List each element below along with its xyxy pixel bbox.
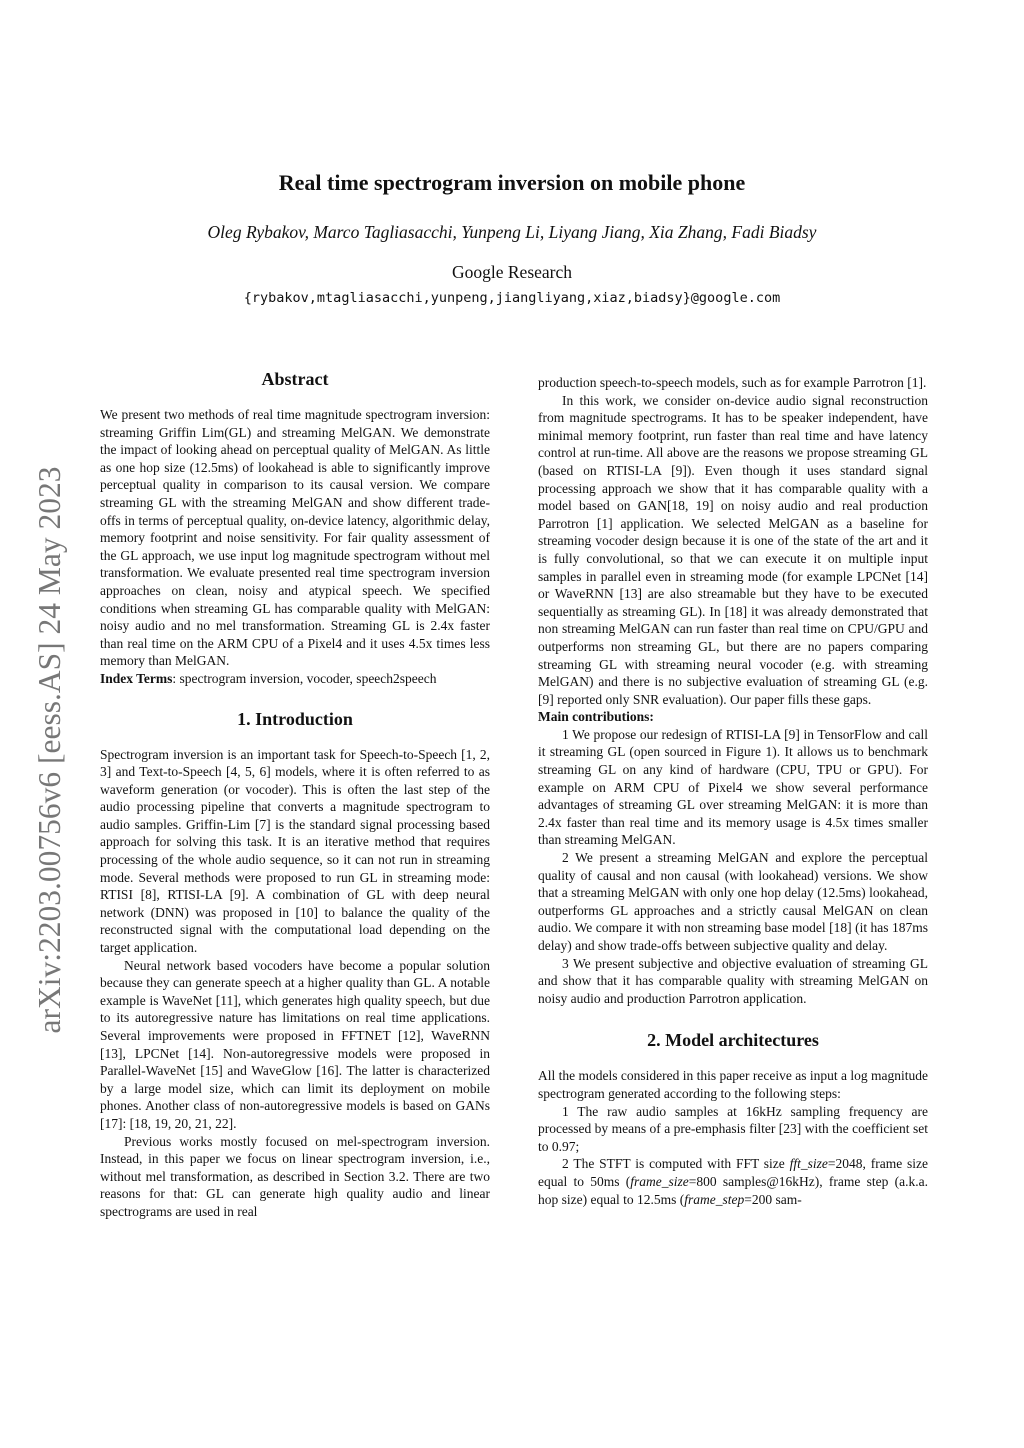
model-architectures-heading: 2. Model architectures: [647, 1030, 819, 1051]
contribution-2: 2 We present a streaming MelGAN and explore the perceptual quality of causal and non causal (with lookahead) versions. We show that a streaming MelGAN with only one hop delay (12.5ms) lookahead, outperforms GL approaches and a strictly causal MelGAN on clean audio. We compare it with non streaming base model [18] (it has 187ms delay) and show trade-offs between subjective quality and delay.: [538, 850, 928, 953]
abstract-heading: Abstract: [261, 369, 329, 389]
contributions-label: Main contributions:: [538, 709, 654, 725]
arxiv-stamp: [20, 430, 80, 1070]
author-list: Oleg Rybakov, Marco Tagliasacchi, Yunpeng Li, Liyang Jiang, Xia Zhang, Fadi Biadsy: [207, 222, 817, 242]
intro-paragraph-3: Previous works mostly focused on mel-spectrogram inversion. Instead, in this paper we focus on linear spectrogram inversion, i.e., without mel transformation, as described in Section 3.2. There are two reasons for that: GL can generate high quality audio and linear spectrograms are used in real: [100, 1133, 490, 1219]
author-emails: {rybakov,mtagliasacchi,yunpeng,jiangliyang,xiaz,biadsy}@google.com: [243, 290, 781, 306]
index-terms-label: Index Terms: [100, 670, 173, 686]
contribution-1: 1 We propose our redesign of RTISI-LA [9] in TensorFlow and call it streaming GL (open sourced in Figure 1). It allows us to benchmark streaming GL on any kind of hardware (CPU, TPU or GPU). For example on ARM CPU of Pixel4 we show several performance advantages of streaming GL over streaming MelGAN: it is more than 2.4x faster than real time and its memory usage is 4.5x times smaller than streaming MelGAN.: [538, 726, 928, 848]
frame-step-term: frame_step: [684, 1191, 745, 1207]
step-2-part-a: 2 The STFT is computed with FFT size: [562, 1156, 790, 1172]
right-column: [538, 374, 928, 1208]
contribution-3: 3 We present subjective and objective evaluation of streaming GL and show that it has comparable quality with streaming MelGAN on noisy audio and production Parrotron application.: [538, 955, 928, 1006]
models-step-1: 1 The raw audio samples at 16kHz sampling frequency are processed by means of a pre-emphasis filter [23] with the coefficient set to 0.97;: [538, 1103, 928, 1154]
models-step-2: [538, 1155, 928, 1208]
introduction-heading: 1. Introduction: [237, 708, 353, 729]
intro-paragraph-1: Spectrogram inversion is an important task for Speech-to-Speech [1, 2, 3] and Text-to-Speech [4, 5, 6] models, where it is often referred to as waveform generation (or vocoder). This is often the last step of the audio processing pipeline that converts a magnitude spectrogram to audio samples. Griffin-Lim [7] is the standard signal processing based approach for solving this task. It is an iterative method that requires processing of the whole audio sequence, so it can not run in streaming mode. Several methods were proposed to run GL in streaming mode: RTISI [8], RTISI-LA [9]. A combination of GL with deep neural network (DNN) was proposed in [10] to balance the quality of the reconstructed signal with the computational load depending on the target application.: [100, 746, 490, 956]
intro-paragraph-4: production speech-to-speech models, such as for example Parrotron [1].: [538, 375, 927, 390]
step-2-part-d: =200 sam-: [744, 1191, 802, 1207]
index-terms: [100, 670, 490, 688]
step-2-part-b: =2048, frame size equal to 50ms (: [538, 1156, 928, 1189]
affiliation: Google Research: [451, 262, 573, 282]
fft-size-term: fft_size: [789, 1156, 828, 1172]
left-column: [100, 368, 490, 1221]
abstract-text: We present two methods of real time magnitude spectrogram inversion: streaming Griffin Lim(GL) and streaming MelGAN. We demonstrate the impact of looking ahead on perceptual quality of MelGAN. As little as one hop size (12.5ms) of lookahead is able to significantly improve perceptual quality in comparison to its causal version. We compare streaming GL with the streaming MelGAN and show different trade-offs in terms of perceptual quality, on-device latency, algorithmic delay, memory footprint and noise sensitivity. For fair quality assessment of the GL approach, we use input log magnitude spectrogram without mel transformation. We evaluate presented real time spectrogram inversion approaches on clean, noisy and atypical speech. We specified conditions when streaming GL has comparable quality with MelGAN: noisy audio and no mel transformation. Streaming GL is 2.4x faster than real time on the ARM CPU of a Pixel4 and it uses 4.5x times less memory than MelGAN.: [100, 407, 490, 669]
models-paragraph-1: All the models considered in this paper receive as input a log magnitude spectrogram generated according to the following steps:: [538, 1068, 928, 1101]
intro-paragraph-2: Neural network based vocoders have become a popular solution because they can generate speech at a higher quality than GL. A notable example is WaveNet [11], which generates high quality speech, but due to its autoregressive nature has limitations on real time applications. Several improvements were proposed in FFTNET [12], WaveRNN [13], LPCNet [14]. Non-autoregressive models were proposed in Parallel-WaveNet [15] and WaveGlow [16]. The latter is characterized by a large model size, which can limit its deployment on mobile phones. Another class of non-autoregressive models is based on GANs [17]: [18, 19, 20, 21, 22].: [100, 957, 490, 1131]
index-terms-text: : spectrogram inversion, vocoder, speech2speech: [172, 670, 437, 686]
paper-title: Real time spectrogram inversion on mobile phone: [278, 170, 746, 195]
step-2-part-c: =800 samples@16kHz), frame step (a.k.a. hop size) equal to 12.5ms (: [538, 1173, 928, 1207]
intro-paragraph-5: In this work, we consider on-device audio signal reconstruction from magnitude spectrograms. It has to be speaker independent, have minimal memory footprint, run faster than real time and have latency control at run-time. All above are the reasons we propose streaming GL (based on RTISI-LA [9]). Even though it uses standard signal processing approach we show that it has comparable quality with a model based on GAN[18, 19] on noisy audio and real production Parrotron [1] application. We selected MelGAN as a baseline for streaming vocoder design because it is one of the state of the art and it is fully convolutional, so that we can execute it on multiple input samples in parallel even in streaming mode (for example LPCNet [14] or WaveRNN [13] are also streamable but they have to be executed sequentially as streaming GL). In [18] it was already demonstrated that non streaming MelGAN can run faster than real time on CPU/GPU and outperforms non streaming GL, but there are no papers comparing streaming GL with streaming neural vocoder (e.g. with streaming MelGAN) and there is no subjective evaluation of streaming GL (e.g. [9] reported only SNR evaluation). Our paper fills these gaps.: [538, 392, 928, 707]
arxiv-stamp-text: arXiv:2203.00756v6 [eess.AS] 24 May 2023: [32, 466, 67, 1034]
frame-size-term: frame_size: [630, 1173, 689, 1189]
